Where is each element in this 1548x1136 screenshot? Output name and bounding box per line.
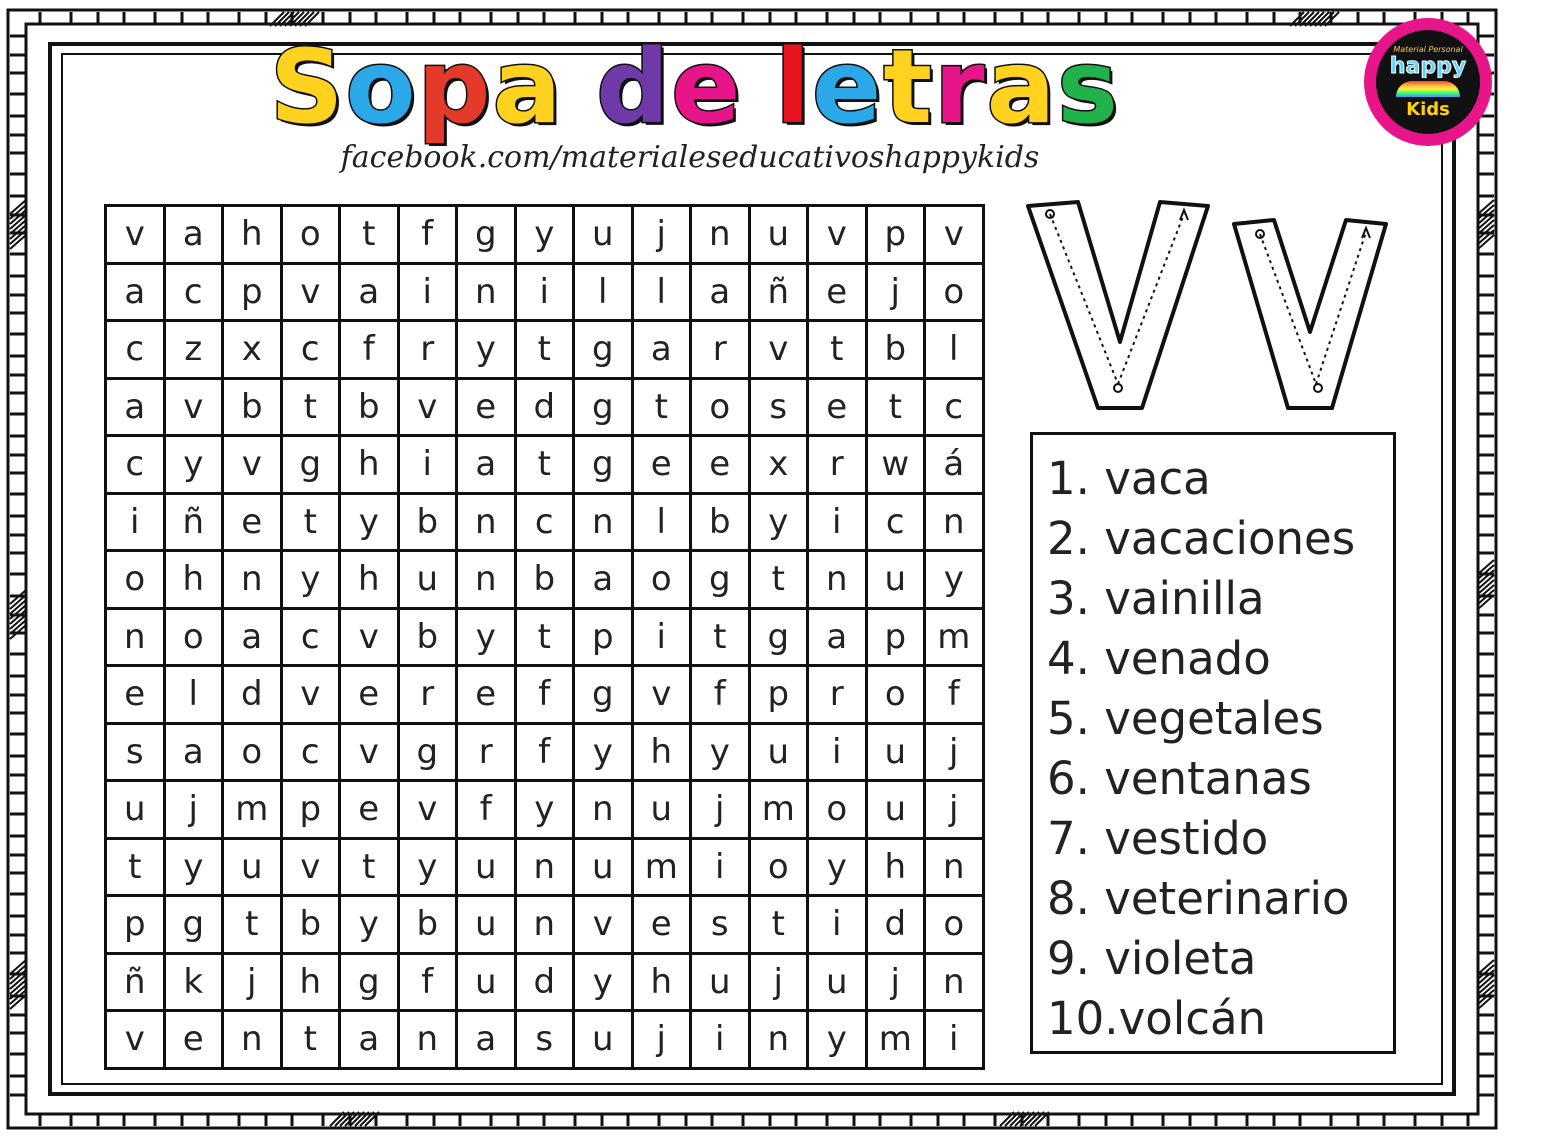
page-title <box>270 28 1120 147</box>
grid-cell[interactable]: t <box>691 608 750 666</box>
grid-cell[interactable]: c <box>281 723 340 781</box>
grid-cell[interactable]: a <box>632 321 691 379</box>
grid-cell[interactable]: f <box>340 321 399 379</box>
grid-cell[interactable]: t <box>340 206 399 264</box>
grid-cell[interactable]: u <box>866 723 925 781</box>
grid-cell[interactable]: p <box>106 896 165 954</box>
grid-row <box>106 781 984 839</box>
grid-cell[interactable]: v <box>808 206 867 264</box>
grid-cell[interactable]: t <box>515 436 574 494</box>
grid-cell[interactable]: e <box>691 436 750 494</box>
grid-cell[interactable]: h <box>340 551 399 609</box>
grid-cell[interactable]: n <box>223 551 282 609</box>
grid-cell[interactable]: a <box>691 263 750 321</box>
grid-cell[interactable]: y <box>925 551 984 609</box>
grid-cell[interactable]: b <box>223 378 282 436</box>
grid-cell[interactable]: s <box>515 1011 574 1069</box>
grid-cell[interactable]: f <box>398 953 457 1011</box>
grid-cell[interactable]: e <box>340 781 399 839</box>
grid-cell[interactable]: c <box>866 493 925 551</box>
grid-cell[interactable]: f <box>691 666 750 724</box>
word-list-item: 2. vacaciones <box>1047 512 1356 565</box>
grid-cell[interactable]: t <box>515 321 574 379</box>
happy-kids-logo <box>1364 18 1492 146</box>
grid-cell[interactable]: v <box>749 321 808 379</box>
logo-top-text: Material Personal <box>1393 44 1463 54</box>
grid-cell[interactable]: i <box>691 838 750 896</box>
grid-cell[interactable]: t <box>866 378 925 436</box>
grid-cell[interactable]: ñ <box>106 953 165 1011</box>
grid-cell[interactable]: h <box>632 953 691 1011</box>
grid-cell[interactable]: o <box>866 666 925 724</box>
grid-cell[interactable]: e <box>106 666 165 724</box>
grid-cell[interactable]: o <box>164 608 223 666</box>
grid-cell[interactable]: u <box>574 206 633 264</box>
title-letter: e <box>671 28 743 147</box>
grid-cell[interactable]: u <box>749 206 808 264</box>
grid-row <box>106 666 984 724</box>
grid-cell[interactable]: f <box>398 206 457 264</box>
word-list-item: 8. veterinario <box>1047 872 1350 925</box>
grid-cell[interactable]: r <box>457 723 516 781</box>
grid-cell[interactable]: t <box>749 551 808 609</box>
grid-cell[interactable]: l <box>164 666 223 724</box>
grid-cell[interactable]: p <box>749 666 808 724</box>
grid-cell[interactable]: g <box>574 666 633 724</box>
grid-cell[interactable]: e <box>340 666 399 724</box>
grid-cell[interactable]: a <box>106 263 165 321</box>
grid-cell[interactable]: b <box>281 896 340 954</box>
grid-cell[interactable]: j <box>925 723 984 781</box>
grid-cell[interactable]: e <box>223 493 282 551</box>
grid-cell[interactable]: a <box>164 206 223 264</box>
uppercase-v-icon <box>1028 202 1208 408</box>
grid-cell[interactable]: u <box>632 781 691 839</box>
grid-cell[interactable]: n <box>574 493 633 551</box>
grid-cell[interactable]: j <box>632 1011 691 1069</box>
grid-cell[interactable]: n <box>457 551 516 609</box>
grid-cell[interactable]: d <box>515 378 574 436</box>
grid-row <box>106 551 984 609</box>
grid-cell[interactable]: u <box>457 896 516 954</box>
grid-cell[interactable]: y <box>808 1011 867 1069</box>
grid-cell[interactable]: l <box>925 321 984 379</box>
title-letter: p <box>417 28 493 147</box>
grid-cell[interactable]: b <box>340 378 399 436</box>
grid-cell[interactable]: i <box>808 723 867 781</box>
grid-cell[interactable]: t <box>808 321 867 379</box>
grid-cell[interactable]: z <box>164 321 223 379</box>
grid-cell[interactable]: i <box>925 1011 984 1069</box>
grid-cell[interactable]: m <box>925 608 984 666</box>
grid-cell[interactable]: i <box>106 493 165 551</box>
grid-cell[interactable]: c <box>515 493 574 551</box>
grid-cell[interactable]: y <box>457 608 516 666</box>
grid-cell[interactable]: d <box>223 666 282 724</box>
grid-cell[interactable]: v <box>106 1011 165 1069</box>
grid-row <box>106 608 984 666</box>
grid-cell[interactable]: u <box>749 723 808 781</box>
grid-cell[interactable]: j <box>866 263 925 321</box>
word-list-item: 5. vegetales <box>1047 692 1324 745</box>
grid-cell[interactable]: f <box>515 666 574 724</box>
grid-cell[interactable]: á <box>925 436 984 494</box>
grid-cell[interactable]: y <box>808 838 867 896</box>
grid-cell[interactable]: h <box>866 838 925 896</box>
grid-cell[interactable]: n <box>808 551 867 609</box>
grid-cell[interactable]: p <box>866 608 925 666</box>
grid-cell[interactable]: b <box>398 896 457 954</box>
grid-cell[interactable]: x <box>749 436 808 494</box>
grid-cell[interactable]: y <box>574 953 633 1011</box>
title-letter: o <box>345 28 418 147</box>
grid-cell[interactable]: h <box>164 551 223 609</box>
grid-cell[interactable]: e <box>164 1011 223 1069</box>
grid-row <box>106 896 984 954</box>
grid-cell[interactable]: a <box>574 551 633 609</box>
grid-cell[interactable]: j <box>925 781 984 839</box>
grid-cell[interactable]: n <box>574 781 633 839</box>
grid-cell[interactable]: b <box>398 608 457 666</box>
grid-cell[interactable]: o <box>106 551 165 609</box>
grid-cell[interactable]: y <box>457 321 516 379</box>
grid-cell[interactable]: e <box>808 263 867 321</box>
grid-cell[interactable]: y <box>340 493 399 551</box>
grid-cell[interactable]: x <box>223 321 282 379</box>
grid-cell[interactable]: t <box>281 493 340 551</box>
grid-cell[interactable]: c <box>106 321 165 379</box>
title-letter: S <box>270 28 346 147</box>
grid-cell[interactable]: c <box>925 378 984 436</box>
grid-cell[interactable]: v <box>281 263 340 321</box>
grid-cell[interactable]: p <box>574 608 633 666</box>
grid-cell[interactable]: i <box>398 263 457 321</box>
grid-cell[interactable]: d <box>515 953 574 1011</box>
grid-cell[interactable]: o <box>925 896 984 954</box>
grid-cell[interactable]: o <box>632 551 691 609</box>
grid-cell[interactable]: a <box>340 263 399 321</box>
grid-cell[interactable]: v <box>281 838 340 896</box>
grid-cell[interactable]: t <box>340 838 399 896</box>
grid-cell[interactable]: v <box>106 206 165 264</box>
grid-cell[interactable]: u <box>866 551 925 609</box>
grid-cell[interactable]: o <box>808 781 867 839</box>
grid-cell[interactable]: g <box>749 608 808 666</box>
grid-cell[interactable]: h <box>281 953 340 1011</box>
grid-cell[interactable]: p <box>223 263 282 321</box>
grid-cell[interactable]: e <box>632 896 691 954</box>
word-list-item: 4. venado <box>1047 632 1271 685</box>
grid-cell[interactable]: e <box>457 378 516 436</box>
grid-cell[interactable]: h <box>340 436 399 494</box>
grid-cell[interactable]: o <box>223 723 282 781</box>
grid-cell[interactable]: o <box>281 206 340 264</box>
grid-row <box>106 838 984 896</box>
title-letter: d <box>596 28 672 147</box>
grid-cell[interactable]: f <box>457 781 516 839</box>
grid-cell[interactable]: v <box>164 378 223 436</box>
grid-cell[interactable]: y <box>398 838 457 896</box>
grid-cell[interactable]: f <box>925 666 984 724</box>
grid-cell[interactable]: j <box>223 953 282 1011</box>
grid-cell[interactable]: ñ <box>749 263 808 321</box>
grid-cell[interactable]: t <box>632 378 691 436</box>
grid-cell[interactable]: s <box>749 378 808 436</box>
facebook-url: facebook.com/materialeseducativoshappykids <box>340 140 1040 175</box>
grid-cell[interactable]: i <box>515 263 574 321</box>
grid-cell[interactable]: t <box>106 838 165 896</box>
logo-happy-text: happy <box>1389 53 1467 79</box>
grid-cell[interactable]: t <box>223 896 282 954</box>
grid-cell[interactable]: t <box>749 896 808 954</box>
grid-cell[interactable]: n <box>106 608 165 666</box>
grid-cell[interactable]: n <box>515 838 574 896</box>
grid-cell[interactable]: m <box>223 781 282 839</box>
grid-cell[interactable]: a <box>106 378 165 436</box>
grid-cell[interactable]: g <box>164 896 223 954</box>
logo-kids-text: Kids <box>1406 98 1450 120</box>
grid-cell[interactable]: c <box>106 436 165 494</box>
grid-cell[interactable]: n <box>457 263 516 321</box>
grid-cell[interactable]: p <box>866 206 925 264</box>
word-search-grid <box>104 204 985 1070</box>
grid-cell[interactable]: g <box>574 436 633 494</box>
word-list-box <box>1030 432 1396 1054</box>
grid-cell[interactable]: r <box>691 321 750 379</box>
grid-cell[interactable]: m <box>632 838 691 896</box>
grid-cell[interactable]: y <box>691 723 750 781</box>
grid-cell[interactable]: g <box>574 378 633 436</box>
grid-cell[interactable]: n <box>398 1011 457 1069</box>
grid-cell[interactable]: u <box>457 838 516 896</box>
grid-cell[interactable]: v <box>574 896 633 954</box>
grid-cell[interactable]: u <box>223 838 282 896</box>
grid-cell[interactable]: c <box>164 263 223 321</box>
grid-cell[interactable]: l <box>632 493 691 551</box>
grid-cell[interactable]: g <box>691 551 750 609</box>
word-list-item: 1. vaca <box>1047 452 1211 505</box>
grid-cell[interactable]: v <box>925 206 984 264</box>
grid-row <box>106 493 984 551</box>
grid-cell[interactable]: y <box>164 436 223 494</box>
grid-cell[interactable]: b <box>691 493 750 551</box>
grid-cell[interactable]: j <box>164 781 223 839</box>
grid-cell[interactable]: u <box>398 551 457 609</box>
grid-cell[interactable]: g <box>457 206 516 264</box>
title-letter: l <box>775 28 813 147</box>
grid-cell[interactable]: e <box>808 378 867 436</box>
grid-cell[interactable]: u <box>457 953 516 1011</box>
grid-cell[interactable]: v <box>223 436 282 494</box>
grid-cell[interactable]: c <box>281 321 340 379</box>
grid-cell[interactable]: a <box>164 723 223 781</box>
grid-cell[interactable]: g <box>340 953 399 1011</box>
word-list-item: 3. vainilla <box>1047 572 1265 625</box>
grid-row <box>106 321 984 379</box>
grid-cell[interactable]: s <box>106 723 165 781</box>
grid-cell[interactable]: i <box>808 896 867 954</box>
word-list-item: 10.volcán <box>1047 992 1267 1045</box>
grid-cell[interactable]: t <box>515 608 574 666</box>
grid-cell[interactable]: n <box>515 896 574 954</box>
grid-cell[interactable]: v <box>340 608 399 666</box>
grid-cell[interactable]: v <box>398 781 457 839</box>
grid-cell[interactable]: y <box>340 896 399 954</box>
grid-cell[interactable]: o <box>691 378 750 436</box>
title-letter: a <box>986 28 1058 147</box>
lowercase-v-icon <box>1234 220 1386 408</box>
rainbow-icon <box>1396 81 1460 97</box>
grid-cell[interactable]: i <box>808 493 867 551</box>
grid-row <box>106 723 984 781</box>
grid-cell[interactable]: i <box>398 436 457 494</box>
grid-cell[interactable]: g <box>398 723 457 781</box>
title-letter: r <box>934 28 987 147</box>
word-list-item: 7. vestido <box>1047 812 1269 865</box>
grid-cell[interactable]: j <box>691 781 750 839</box>
grid-row <box>106 1011 984 1069</box>
word-list-item: 9. violeta <box>1047 932 1257 985</box>
grid-cell[interactable]: b <box>866 321 925 379</box>
grid-cell[interactable]: h <box>223 206 282 264</box>
grid-cell[interactable]: l <box>574 263 633 321</box>
grid-cell[interactable]: n <box>749 1011 808 1069</box>
grid-cell[interactable]: u <box>574 1011 633 1069</box>
grid-cell[interactable]: o <box>925 263 984 321</box>
grid-cell[interactable]: ñ <box>164 493 223 551</box>
grid-row <box>106 263 984 321</box>
grid-cell[interactable]: f <box>515 723 574 781</box>
grid-cell[interactable]: y <box>574 723 633 781</box>
grid-cell[interactable]: b <box>515 551 574 609</box>
title-letter: a <box>492 28 564 147</box>
grid-cell[interactable]: u <box>866 781 925 839</box>
grid-cell[interactable]: y <box>515 206 574 264</box>
grid-cell[interactable]: u <box>574 838 633 896</box>
grid-cell[interactable]: p <box>281 781 340 839</box>
grid-cell[interactable]: n <box>925 493 984 551</box>
word-list <box>1047 449 1393 1049</box>
grid-cell[interactable]: n <box>925 838 984 896</box>
grid-cell[interactable]: w <box>866 436 925 494</box>
grid-cell[interactable]: i <box>691 1011 750 1069</box>
grid-cell[interactable]: l <box>632 263 691 321</box>
grid-cell[interactable]: v <box>398 378 457 436</box>
grid-row <box>106 436 984 494</box>
grid-row <box>106 378 984 436</box>
grid-cell[interactable]: i <box>632 608 691 666</box>
grid-cell[interactable]: v <box>340 723 399 781</box>
grid-cell[interactable]: s <box>691 896 750 954</box>
grid-cell[interactable]: n <box>457 493 516 551</box>
grid-cell[interactable]: m <box>866 1011 925 1069</box>
grid-cell[interactable]: n <box>925 953 984 1011</box>
grid-cell[interactable]: y <box>164 838 223 896</box>
grid-cell[interactable]: a <box>340 1011 399 1069</box>
grid-cell[interactable]: a <box>223 608 282 666</box>
grid-cell[interactable]: r <box>398 666 457 724</box>
grid-cell[interactable]: c <box>281 608 340 666</box>
grid-cell[interactable]: r <box>398 321 457 379</box>
grid-cell[interactable]: j <box>866 953 925 1011</box>
grid-cell[interactable]: y <box>515 781 574 839</box>
grid-cell[interactable]: g <box>281 436 340 494</box>
letter-v-tracing <box>1020 192 1400 420</box>
grid-cell[interactable]: v <box>632 666 691 724</box>
grid-cell[interactable]: n <box>691 206 750 264</box>
grid-cell[interactable]: r <box>808 666 867 724</box>
grid-cell[interactable]: u <box>808 953 867 1011</box>
grid-cell[interactable]: m <box>749 781 808 839</box>
grid-cell[interactable]: d <box>866 896 925 954</box>
grid-cell[interactable]: j <box>632 206 691 264</box>
grid-cell[interactable]: o <box>749 838 808 896</box>
grid-cell[interactable]: t <box>281 378 340 436</box>
grid-cell[interactable]: a <box>457 436 516 494</box>
title-letter: s <box>1057 28 1120 147</box>
grid-cell[interactable]: h <box>632 723 691 781</box>
grid-cell[interactable]: e <box>632 436 691 494</box>
grid-cell[interactable]: v <box>281 666 340 724</box>
grid-cell[interactable]: a <box>808 608 867 666</box>
grid-cell[interactable]: b <box>398 493 457 551</box>
grid-cell[interactable]: g <box>574 321 633 379</box>
grid-cell[interactable]: a <box>457 1011 516 1069</box>
grid-cell[interactable]: e <box>457 666 516 724</box>
grid-cell[interactable]: k <box>164 953 223 1011</box>
title-letter: t <box>883 28 935 147</box>
word-list-item: 6. ventanas <box>1047 752 1312 805</box>
grid-row <box>106 206 984 264</box>
grid-cell[interactable]: r <box>808 436 867 494</box>
grid-cell[interactable]: n <box>223 1011 282 1069</box>
grid-cell[interactable]: u <box>106 781 165 839</box>
grid-cell[interactable]: y <box>281 551 340 609</box>
grid-cell[interactable]: u <box>691 953 750 1011</box>
grid-row <box>106 953 984 1011</box>
title-letter: e <box>812 28 884 147</box>
grid-cell[interactable]: t <box>281 1011 340 1069</box>
grid-cell[interactable]: y <box>749 493 808 551</box>
grid-cell[interactable]: j <box>749 953 808 1011</box>
